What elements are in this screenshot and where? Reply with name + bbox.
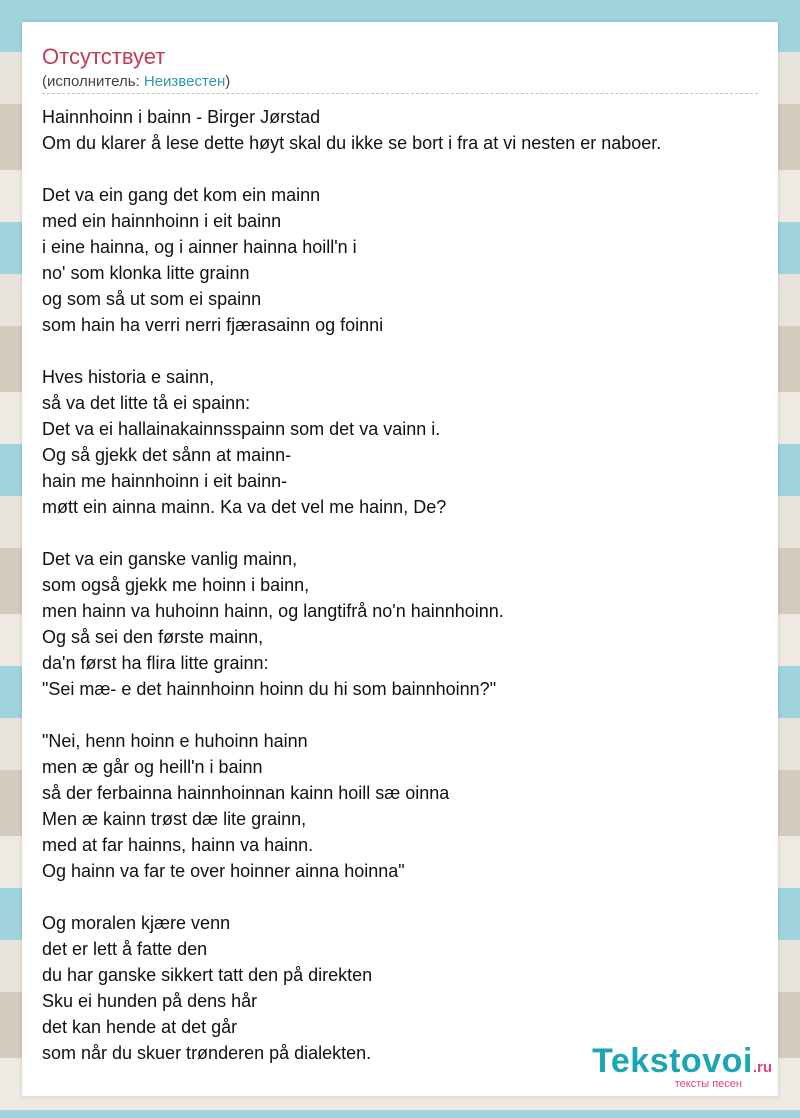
lyric-line: du har ganske sikkert tatt den på direkten [42, 965, 373, 985]
lyric-line: Og så sei den første mainn, [42, 627, 264, 647]
lyric-line: Hainnhoinn i bainn - Birger Jørstad [42, 107, 321, 127]
artist-prefix: (исполнитель: [42, 73, 144, 90]
artist-line [42, 73, 230, 91]
site-logo[interactable] [592, 1044, 772, 1090]
lyric-line: men hainn va huhoinn hainn, og langtifrå no'n hainnhoinn. [42, 601, 504, 621]
artist-suffix: ) [225, 73, 231, 90]
lyric-line [42, 338, 762, 364]
lyric-line: Det va ein gang det kom ein mainn [42, 185, 321, 205]
lyric-line: da'n først ha flira litte grainn: [42, 653, 269, 673]
lyric-line [42, 702, 762, 728]
lyric-line: "Sei mæ- e det hainnhoinn hoinn du hi som bainnhoinn?" [42, 679, 497, 699]
lyric-line: som når du skuer trønderen på dialekten. [42, 1043, 372, 1063]
lyric-line: men æ går og heill'n i bainn [42, 757, 263, 777]
lyric-line [42, 156, 762, 182]
lyric-line: Og moralen kjære venn [42, 913, 231, 933]
artist-link[interactable]: Неизвестен [143, 73, 226, 90]
lyric-line [42, 520, 762, 546]
lyric-line: Men æ kainn trøst dæ lite grainn, [42, 809, 307, 829]
logo-text: Tekstovoi [592, 1042, 753, 1080]
logo-domain: .ru [752, 1059, 772, 1076]
logo-tagline: тексты песен [674, 1078, 742, 1090]
lyric-line: det kan hende at det går [42, 1017, 238, 1037]
lyric-line: så va det litte tå ei spainn: [42, 393, 251, 413]
lyric-line: som hain ha verri nerri fjærasainn og foinni [42, 315, 384, 335]
lyrics-text [42, 104, 762, 1066]
lyric-line: og som så ut som ei spainn [42, 289, 262, 309]
lyric-line: Og hainn va far te over hoinner ainna hoinna" [42, 861, 405, 881]
lyric-line: Og så gjekk det sånn at mainn- [42, 445, 292, 465]
lyric-line: som også gjekk me hoinn i bainn, [42, 575, 310, 595]
lyric-line: Det va ein ganske vanlig mainn, [42, 549, 298, 569]
lyric-line: hain me hainnhoinn i eit bainn- [42, 471, 288, 491]
lyric-line: Hves historia e sainn, [42, 367, 215, 387]
lyric-line: "Nei, henn hoinn e huhoinn hainn [42, 731, 308, 751]
song-title: Отсутствует [42, 44, 166, 69]
lyric-line: med at far hainns, hainn va hainn. [42, 835, 314, 855]
lyric-line [42, 884, 762, 910]
lyric-line: med ein hainnhoinn i eit bainn [42, 211, 282, 231]
divider [42, 93, 758, 94]
lyric-line: møtt ein ainna mainn. Ka va det vel me hainn, De? [42, 497, 447, 517]
lyric-line: det er lett å fatte den [42, 939, 208, 959]
lyrics-card [22, 22, 778, 1096]
lyric-line: så der ferbainna hainnhoinnan kainn hoill sæ oinna [42, 783, 450, 803]
lyric-line: Sku ei hunden på dens hår [42, 991, 258, 1011]
lyric-line: Om du klarer å lese dette høyt skal du ikke se bort i fra at vi nesten er naboer. [42, 133, 662, 153]
lyric-line: Det va ei hallainakainnsspainn som det va vainn i. [42, 419, 441, 439]
lyric-line: i eine hainna, og i ainner hainna hoill'n i [42, 237, 357, 257]
lyric-line: no' som klonka litte grainn [42, 263, 250, 283]
